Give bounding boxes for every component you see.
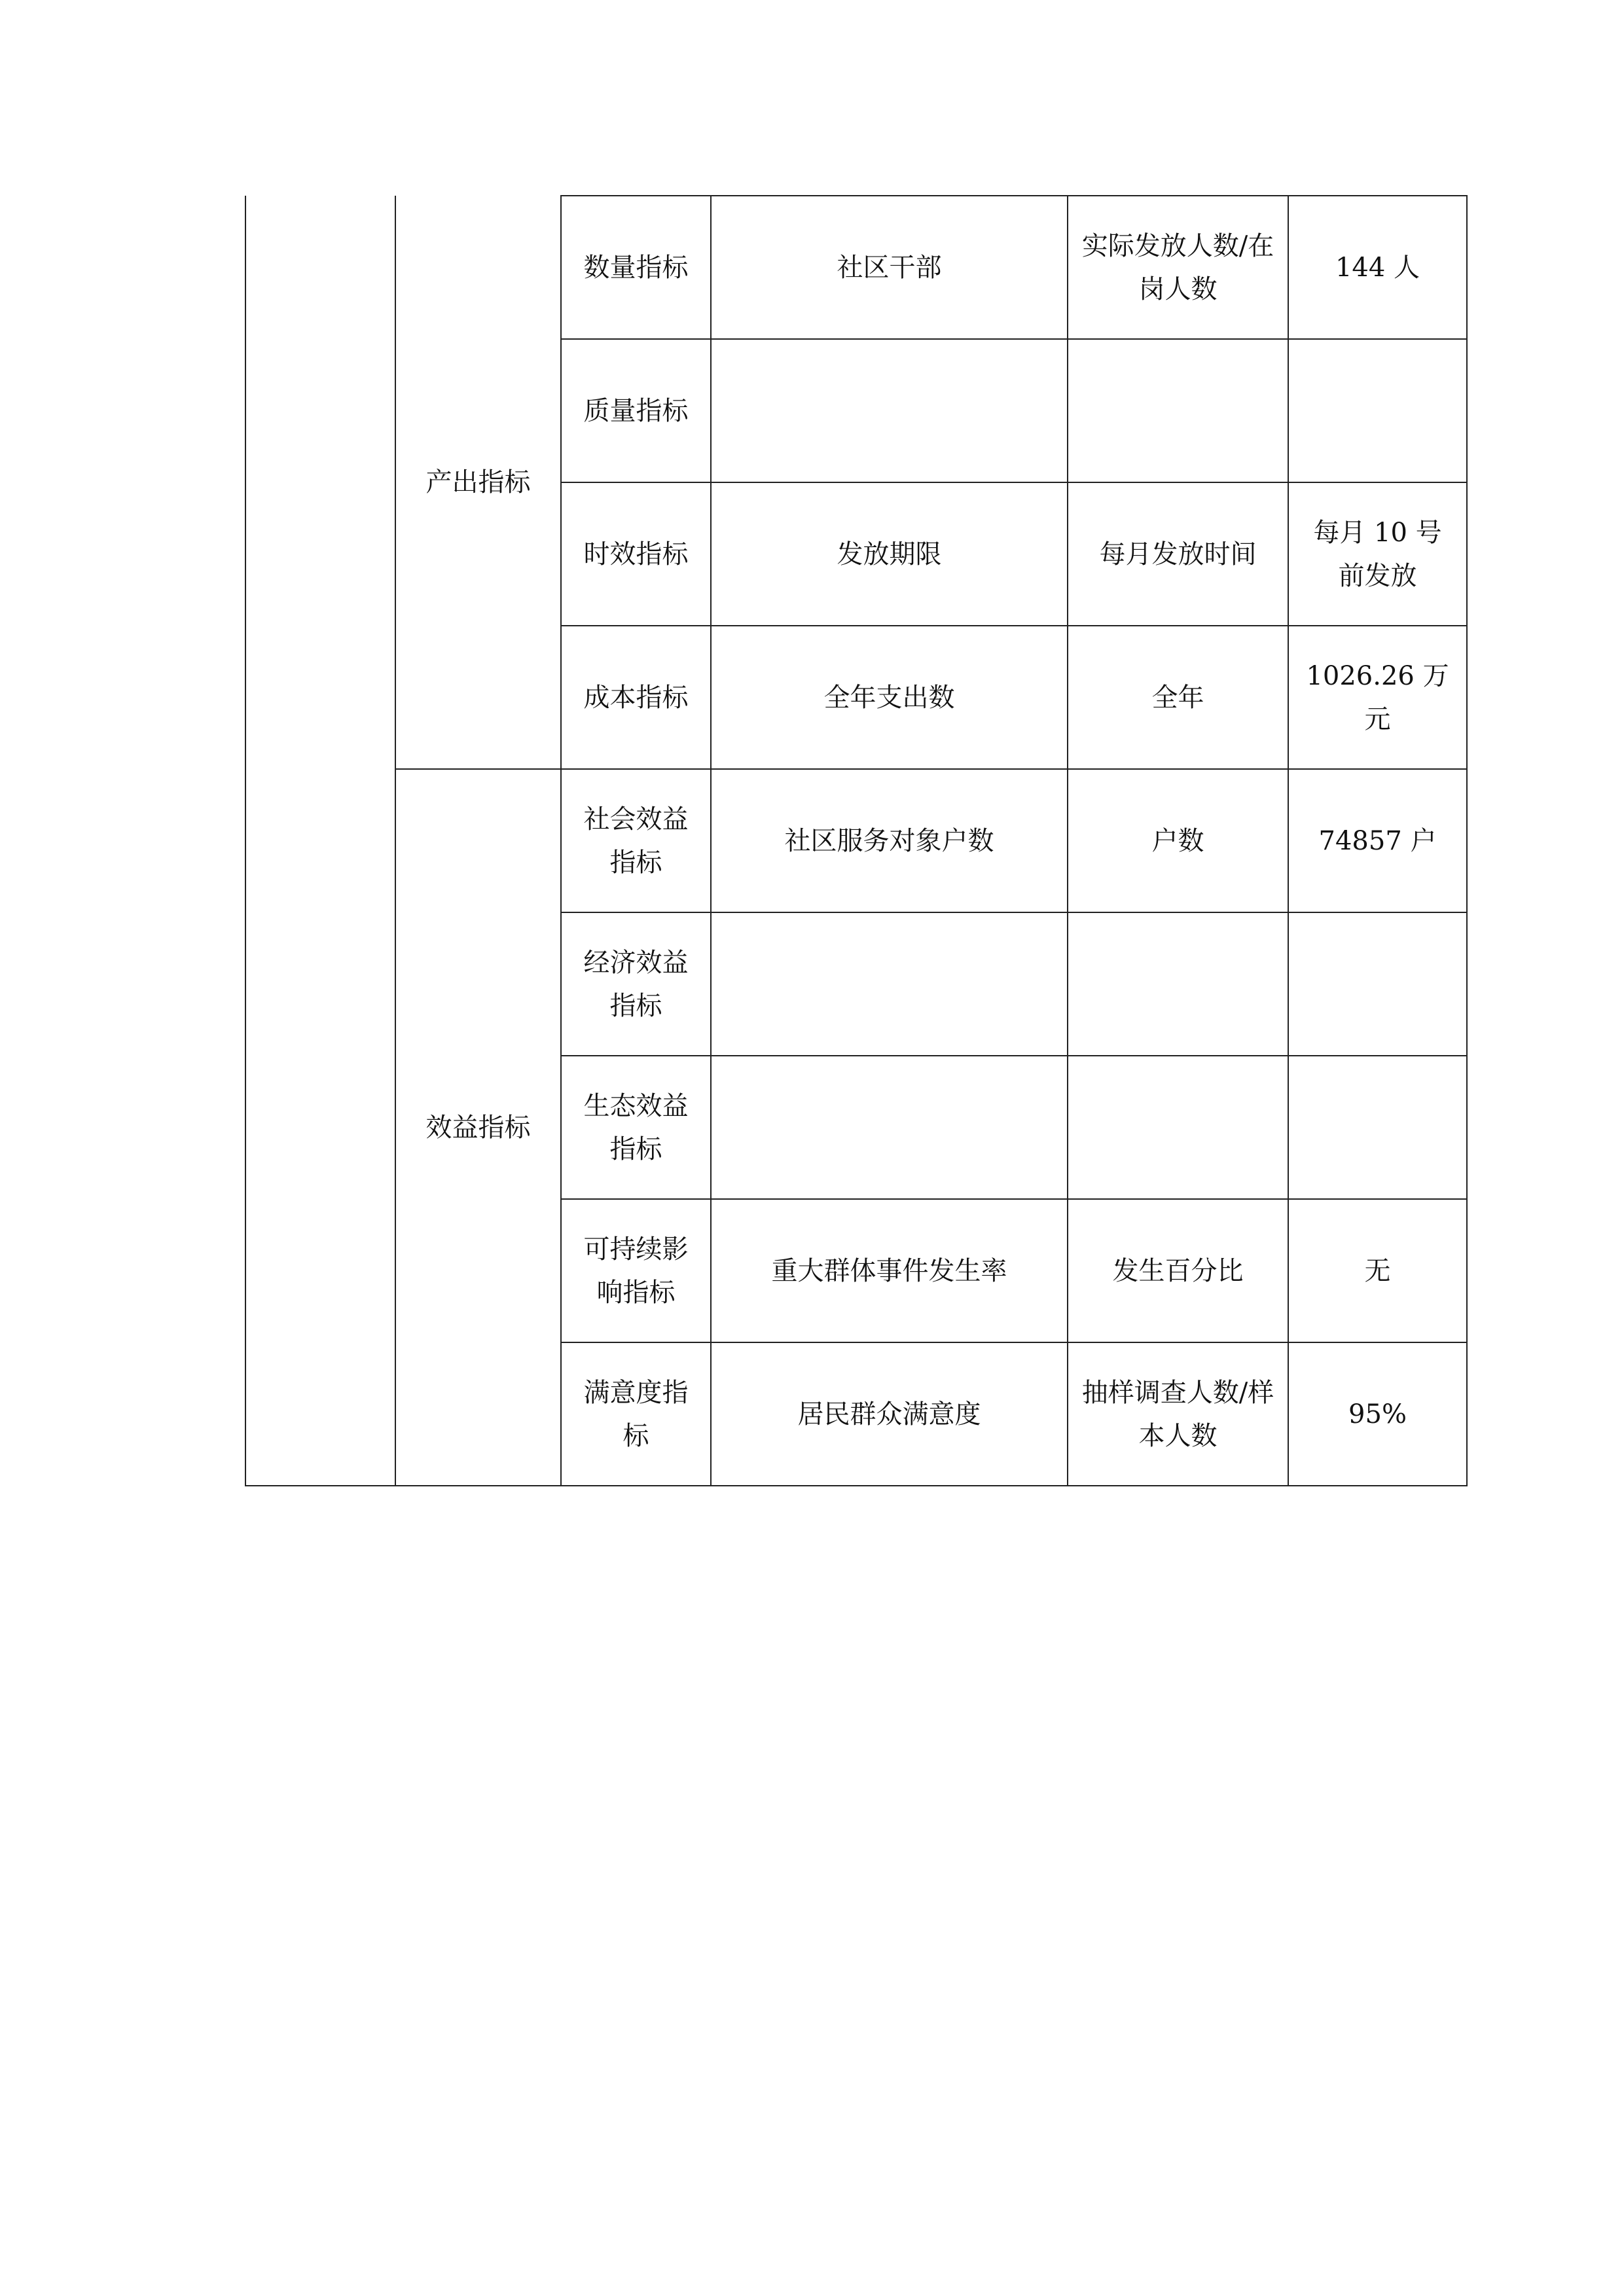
- level3-cell: 经济效益指标: [561, 912, 711, 1056]
- indicator-cell: 社区干部: [711, 196, 1068, 339]
- measure-cell: 每月发放时间: [1068, 482, 1288, 626]
- measure-cell: 户数: [1068, 769, 1288, 912]
- table-row: [245, 196, 1467, 339]
- indicator-cell: [711, 1056, 1068, 1199]
- level3-cell: 质量指标: [561, 339, 711, 482]
- level3-cell: 社会效益指标: [561, 769, 711, 912]
- measure-cell: [1068, 339, 1288, 482]
- value-cell: 95%: [1288, 1342, 1467, 1486]
- level3-cell: 时效指标: [561, 482, 711, 626]
- value-cell: 144 人: [1288, 196, 1467, 339]
- measure-cell: [1068, 912, 1288, 1056]
- value-cell: 1026.26 万元: [1288, 626, 1467, 769]
- level3-cell: 数量指标: [561, 196, 711, 339]
- level3-cell: 生态效益指标: [561, 1056, 711, 1199]
- value-cell: 无: [1288, 1199, 1467, 1342]
- indicator-cell: 社区服务对象户数: [711, 769, 1068, 912]
- level3-cell: 成本指标: [561, 626, 711, 769]
- indicator-cell: [711, 339, 1068, 482]
- indicator-cell: 重大群体事件发生率: [711, 1199, 1068, 1342]
- value-cell: 74857 户: [1288, 769, 1467, 912]
- measure-cell: 发生百分比: [1068, 1199, 1288, 1342]
- level1-cell: [245, 196, 395, 1486]
- level3-cell: 满意度指标: [561, 1342, 711, 1486]
- level2-benefit-cell: 效益指标: [395, 769, 561, 1486]
- indicator-cell: 发放期限: [711, 482, 1068, 626]
- indicator-cell: 居民群众满意度: [711, 1342, 1068, 1486]
- measure-cell: 实际发放人数/在岗人数: [1068, 196, 1288, 339]
- value-cell: [1288, 339, 1467, 482]
- level3-cell: 可持续影响指标: [561, 1199, 711, 1342]
- indicator-cell: [711, 912, 1068, 1056]
- value-cell: [1288, 1056, 1467, 1199]
- measure-cell: 全年: [1068, 626, 1288, 769]
- measure-cell: [1068, 1056, 1288, 1199]
- value-cell: 每月 10 号前发放: [1288, 482, 1467, 626]
- level2-output-cell: 产出指标: [395, 196, 561, 769]
- table-row: [245, 769, 1467, 912]
- value-cell: [1288, 912, 1467, 1056]
- indicator-cell: 全年支出数: [711, 626, 1068, 769]
- performance-indicator-table: [245, 195, 1468, 1486]
- measure-cell: 抽样调查人数/样本人数: [1068, 1342, 1288, 1486]
